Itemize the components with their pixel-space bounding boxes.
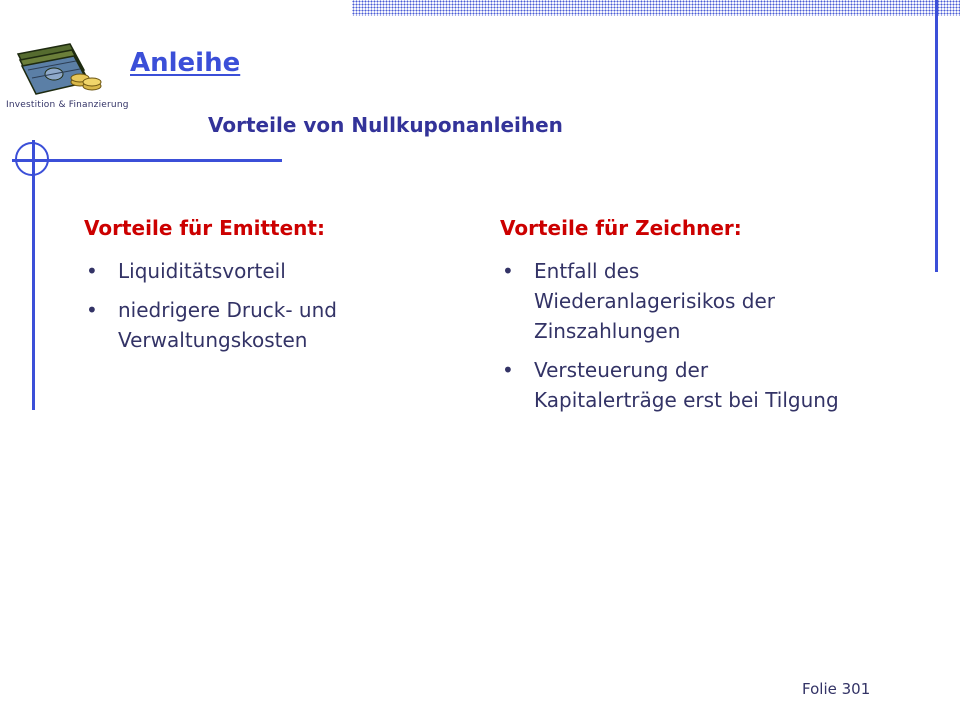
subscriber-advantages-column	[500, 216, 840, 424]
page-title: Anleihe	[130, 48, 241, 78]
slide-subtitle: Vorteile von Nullkuponanleihen	[208, 113, 563, 137]
slide-number: Folie 301	[802, 680, 871, 698]
list-item-text: niedrigere Druck- und Verwaltungskosten	[118, 298, 337, 352]
bullet-icon: •	[502, 358, 514, 382]
course-label: Investition & Finanzierung	[6, 100, 129, 110]
list-item-text: Versteuerung der Kapitalerträge erst bei Tilgung	[534, 358, 839, 412]
left-horizontal-rule	[12, 159, 282, 162]
subscriber-advantages-list	[500, 256, 840, 415]
list-item	[84, 256, 414, 286]
list-item-text: Entfall des Wiederanlagerisikos der Zinszahlungen	[534, 259, 776, 343]
subscriber-advantages-heading: Vorteile für Zeichner:	[500, 216, 742, 240]
bullet-icon: •	[86, 259, 98, 283]
list-item	[500, 256, 840, 346]
bullet-icon: •	[86, 298, 98, 322]
right-vertical-rule	[935, 0, 938, 272]
decorative-dot-band	[352, 0, 960, 16]
list-item	[500, 355, 840, 415]
list-item-text: Liquiditätsvorteil	[118, 259, 286, 283]
issuer-advantages-column	[84, 216, 414, 364]
list-item	[84, 295, 414, 355]
issuer-advantages-heading: Vorteile für Emittent:	[84, 216, 325, 240]
money-stack-icon	[14, 40, 102, 96]
crosshair-circle	[15, 142, 49, 176]
bullet-icon: •	[502, 259, 514, 283]
issuer-advantages-list	[84, 256, 414, 355]
left-vertical-rule	[32, 140, 35, 410]
